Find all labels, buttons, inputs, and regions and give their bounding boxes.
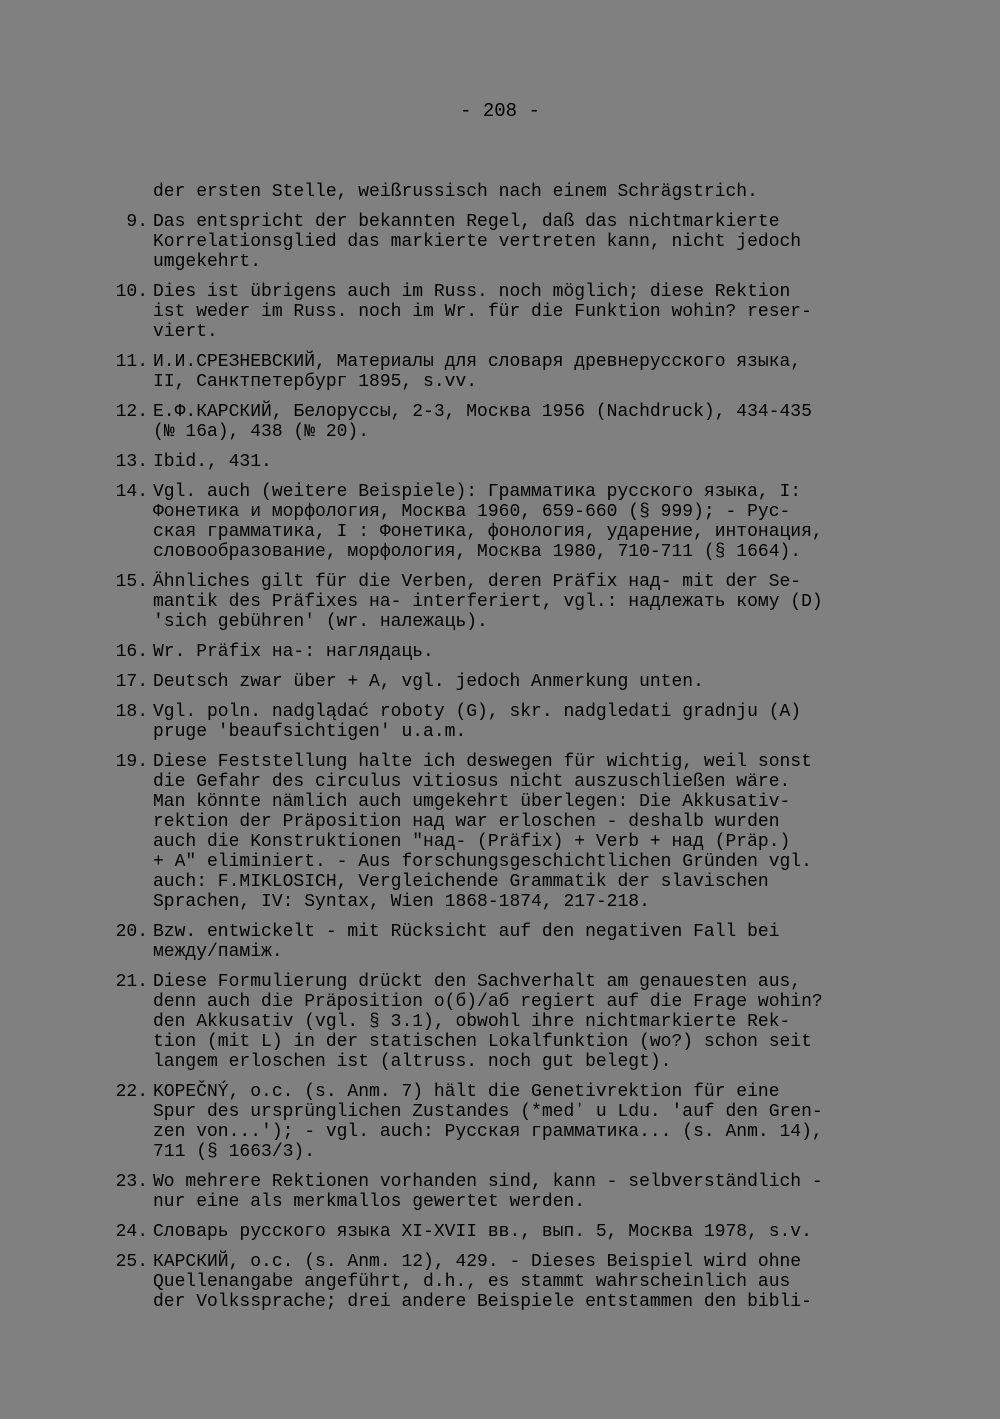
footnote-text: KOPEČNÝ, o.c. (s. Anm. 7) hält die Genetivrektion für eine Spur des ursprünglichen Zustandes (*medʼ u Ldu. 'auf den Gren- zen von...'); - vgl. auch: Русская грамматика... (s. Anm. 14), 711 (§ 1663/3). [153,1082,823,1162]
footnotes-list [105,182,895,1322]
footnote-number: 16. [115,642,148,662]
footnote-number: 19. [115,752,148,772]
footnote-text: Diese Formulierung drückt den Sachverhalt am genauesten aus, denn auch die Präposition о(б)/аб regiert auf die Frage wohin? den Akkusativ (vgl. § 3.1), obwohl ihre nichtmarkierte Rek- tion (mit L) in der statischen Lokalfunktion (wo?) schon seit langem erloschen ist (altruss. noch gut belegt). [153,972,823,1072]
footnote-number: 11. [115,352,148,372]
footnote [105,1222,895,1242]
footnote [105,352,895,392]
footnote-number: 22. [115,1082,148,1102]
footnote-number: 23. [115,1172,148,1192]
footnote-text: КАРСКИЙ, o.c. (s. Anm. 12), 429. - Dieses Beispiel wird ohne Quellenangabe angeführt, d.h., es stammt wahrscheinlich aus der Volkssprache; drei andere Beispiele entstammen den bibli- [153,1252,812,1312]
footnote [105,282,895,342]
footnote-text: Wr. Präfix на-: наглядаць. [153,642,434,662]
page-number: - 208 - [460,100,540,122]
footnote-number: 25. [115,1252,148,1272]
footnote-text: Dies ist übrigens auch im Russ. noch möglich; diese Rektion ist weder im Russ. noch im Wr. für die Funktion wohin? reser- viert. [153,282,812,342]
footnote [105,402,895,442]
footnote-text: Е.Ф.КАРСКИЙ, Белоруссы, 2-3, Москва 1956 (Nachdruck), 434-435 (№ 16а), 438 (№ 20). [153,402,812,442]
footnote-number: 18. [115,702,148,722]
footnote [105,1082,895,1162]
footnote-text: Wo mehrere Rektionen vorhanden sind, kann - selbverständlich - nur eine als merkmallos gewertet werden. [153,1172,823,1212]
footnote [105,702,895,742]
footnote-text: И.И.СРЕЗНЕВСКИЙ, Материалы для словаря древнерусского языка, II, Санктпетербург 1895, s.vv. [153,352,802,392]
footnote-number: 9. [126,212,148,232]
footnote-text: Ähnliches gilt für die Verben, deren Präfix над- mit der Se- mantik des Präfixes на- interferiert, vgl.: надлежать кому (D) 'sich gebühren' (wr. належаць). [153,572,823,632]
footnote-number: 10. [115,282,148,302]
footnote-text: Bzw. entwickelt - mit Rücksicht auf den negativen Fall bei между/паміж. [153,922,780,962]
footnote-number: 14. [115,482,148,502]
footnote [105,1252,895,1312]
footnote [105,1172,895,1212]
footnote-text: Vgl. auch (weitere Beispiele): Грамматика русского языка, I: Фонетика и морфология, Москва 1960, 659-660 (§ 999); - Рус- ская грамматика, I : Фонетика, фонология, ударение, интонация, словообразование, морфология, Москва 1980, 710-711 (§ 1664). [153,482,823,562]
footnote-number: 15. [115,572,148,592]
footnote-number: 24. [115,1222,148,1242]
footnote-number: 12. [115,402,148,422]
footnote-number: 13. [115,452,148,472]
footnote [105,572,895,632]
footnote [105,482,895,562]
footnote-text: Vgl. poln. nadglądać roboty (G), skr. nadgledati gradnju (A) pruge 'beaufsichtigen' u.a.m. [153,702,802,742]
footnote [105,212,895,272]
footnote-text: Das entspricht der bekannten Regel, daß das nichtmarkierte Korrelationsglied das markierte vertreten kann, nicht jedoch umgekehrt. [153,212,802,272]
footnote [105,922,895,962]
footnote-number: 20. [115,922,148,942]
footnote [105,452,895,472]
footnote-text: Словарь русского языка XI-XVII вв., вып. 5, Москва 1978, s.v. [153,1222,812,1242]
footnote-text: der ersten Stelle, weißrussisch nach einem Schrägstrich. [153,182,758,202]
footnote-text: Diese Feststellung halte ich deswegen für wichtig, weil sonst die Gefahr des circulus vitiosus nicht auszuschließen wäre. Man könnte nämlich auch umgekehrt überlegen: Die Akkusativ- rektion der Präposition над war erloschen - deshalb wurden auch die Konstruktionen "над- (Präfix) + Verb + над (Präp.) + A" eliminiert. - Aus forschungsgeschichtlichen Gründen vgl. auch: F.MIKLOSICH, Vergleichende Grammatik der slavischen Sprachen, IV: Syntax, Wien 1868-1874, 217-218. [153,752,812,912]
footnote [105,972,895,1072]
footnote-text: Ibid., 431. [153,452,272,472]
footnote-number: 21. [115,972,148,992]
footnote-number: 17. [115,672,148,692]
footnote [105,642,895,662]
footnote [105,752,895,912]
footnote [105,672,895,692]
footnote-text: Deutsch zwar über + A, vgl. jedoch Anmerkung unten. [153,672,704,692]
footnote [105,182,895,202]
